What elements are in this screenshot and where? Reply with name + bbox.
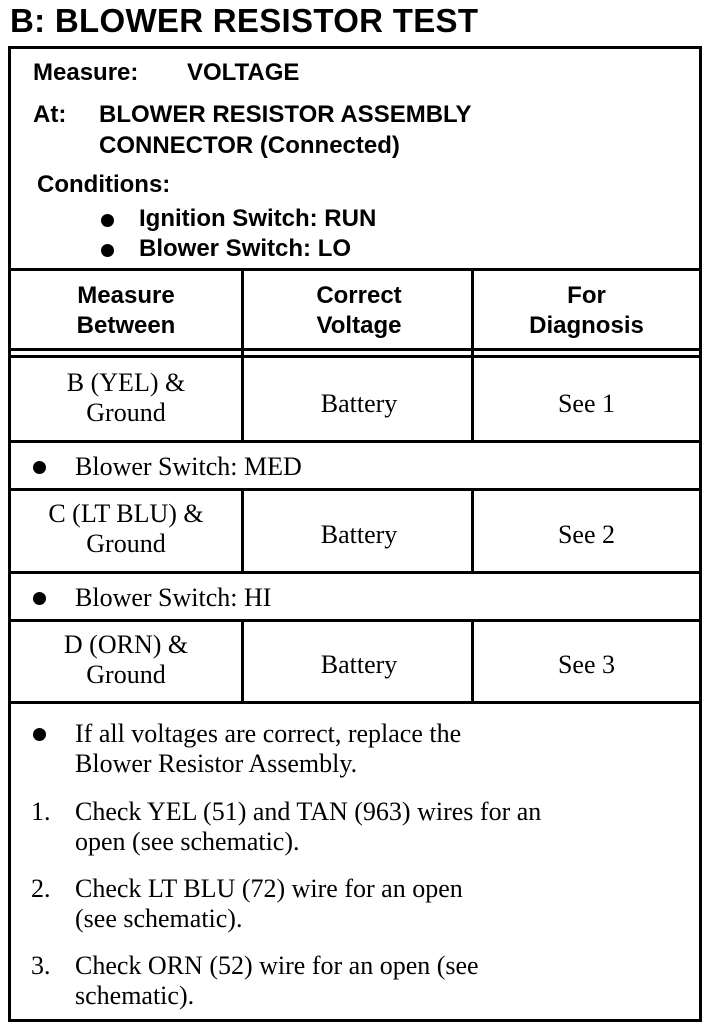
- divider: [11, 701, 699, 704]
- row-2-measure-between: C (LT BLU) & Ground: [48, 499, 204, 558]
- header-correct-voltage: Correct Voltage: [316, 282, 402, 339]
- at-line-2: CONNECTOR (Connected): [99, 132, 400, 159]
- condition-bullet-icon: [101, 214, 114, 232]
- note-item-2: Check LT BLU (72) wire for an open (see schematic).: [75, 874, 463, 933]
- note-item-3: Check ORN (52) wire for an open (see schematic).: [75, 951, 479, 1010]
- column-divider: [471, 268, 474, 443]
- divider: [11, 268, 699, 271]
- divider: [11, 619, 699, 622]
- bullet-icon: [33, 592, 46, 610]
- row-1-measure-between: B (YEL) & Ground: [66, 368, 186, 427]
- row-2-voltage: Battery: [320, 520, 398, 549]
- condition-item: Ignition Switch: RUN: [139, 205, 377, 232]
- conditions-label: Conditions:: [37, 171, 171, 198]
- note-number: 3.: [31, 951, 51, 980]
- at-line-1: BLOWER RESISTOR ASSEMBLY: [99, 101, 472, 128]
- header-measure-between: Measure Between: [76, 282, 176, 339]
- row-2-diagnosis: See 2: [557, 520, 616, 549]
- divider: [11, 571, 699, 574]
- switch-note-med: Blower Switch: MED: [75, 452, 302, 481]
- divider: [11, 488, 699, 491]
- page-title: B: BLOWER RESISTOR TEST: [10, 2, 479, 39]
- note-number: 2.: [31, 874, 51, 903]
- divider: [11, 348, 699, 351]
- divider: [11, 440, 699, 443]
- row-1-voltage: Battery: [320, 389, 398, 418]
- switch-note-hi: Blower Switch: HI: [75, 583, 272, 612]
- column-divider: [241, 488, 244, 574]
- measure-value: VOLTAGE: [187, 59, 300, 86]
- column-divider: [471, 619, 474, 704]
- note-item-1: Check YEL (51) and TAN (963) wires for an open (see schematic).: [75, 797, 542, 856]
- column-divider: [471, 488, 474, 574]
- measure-label: Measure:: [33, 59, 139, 86]
- at-label: At:: [33, 101, 67, 128]
- row-3-diagnosis: See 3: [557, 650, 616, 679]
- row-1-diagnosis: See 1: [557, 389, 616, 418]
- row-3-measure-between: D (ORN) & Ground: [63, 630, 189, 689]
- test-panel: [8, 46, 702, 1022]
- condition-item: Blower Switch: LO: [139, 235, 352, 262]
- column-divider: [241, 619, 244, 704]
- row-3-voltage: Battery: [320, 650, 398, 679]
- bullet-icon: [33, 461, 46, 479]
- header-for-diagnosis: For Diagnosis: [529, 282, 644, 339]
- condition-bullet-icon: [101, 244, 114, 262]
- column-divider: [241, 268, 244, 443]
- divider: [11, 355, 699, 358]
- bullet-icon: [33, 728, 46, 746]
- note-number: 1.: [31, 797, 51, 826]
- replace-note: If all voltages are correct, replace the Blower Resistor Assembly.: [75, 719, 462, 778]
